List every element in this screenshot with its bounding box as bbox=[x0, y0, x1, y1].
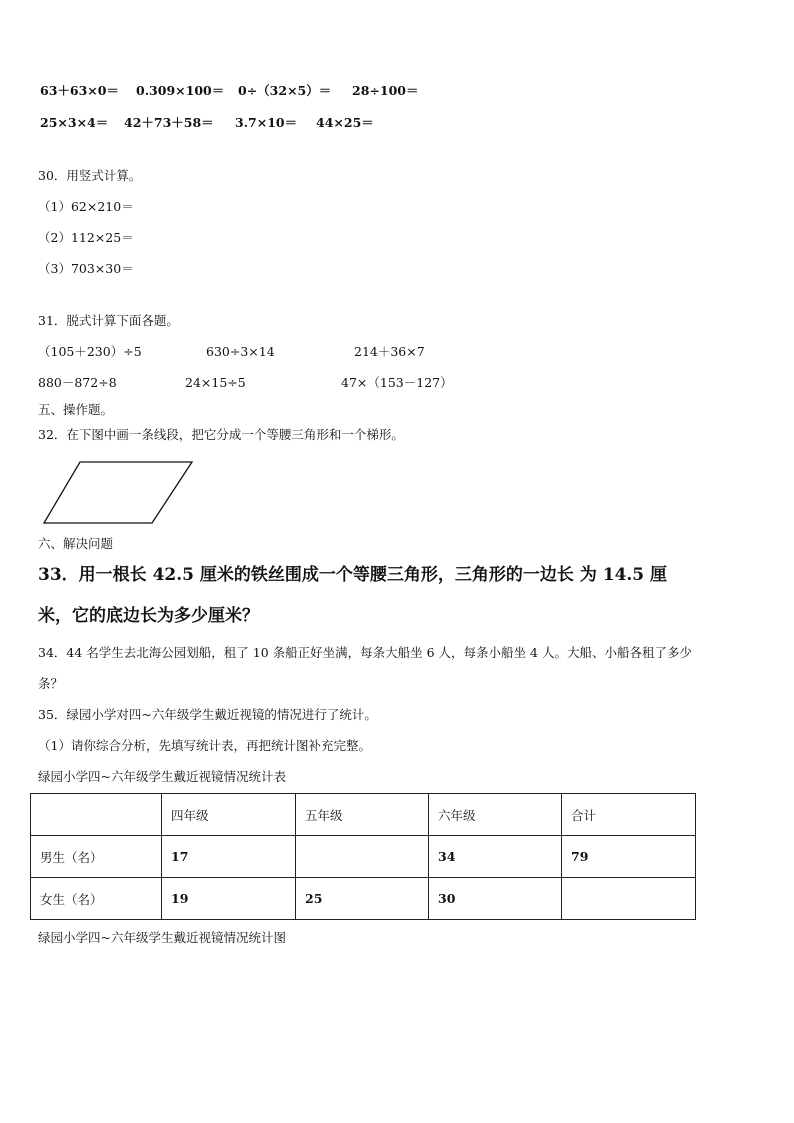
q31-expr-6: 47×（153－127） bbox=[341, 375, 453, 390]
q33-line-2: 米，它的底边长为多少厘米？ bbox=[38, 606, 259, 626]
oral-calc-3: 0÷（32×5）＝ bbox=[238, 83, 332, 98]
oral-calc-6: 42＋73＋58＝ bbox=[124, 115, 214, 130]
q31-title: 31．脱式计算下面各题。 bbox=[38, 313, 179, 328]
q30-item-1: （1）62×210＝ bbox=[38, 199, 134, 214]
table-cell: 25 bbox=[296, 878, 429, 920]
table-row bbox=[31, 878, 696, 920]
table-cell-blank[interactable] bbox=[296, 836, 429, 878]
table-header-cell: 合计 bbox=[562, 794, 696, 836]
q31-expr-5: 24×15÷5 bbox=[185, 375, 246, 390]
table-row bbox=[31, 836, 696, 878]
q30-title: 30．用竖式计算。 bbox=[38, 168, 142, 183]
table-cell: 17 bbox=[162, 836, 296, 878]
table-header-cell: 五年级 bbox=[296, 794, 429, 836]
table-cell: 34 bbox=[429, 836, 562, 878]
q33-line-1: 33．用一根长 42.5 厘米的铁丝围成一个等腰三角形，三角形的一边长 为 14.5 厘 bbox=[38, 565, 668, 585]
oral-calc-5: 25×3×4＝ bbox=[40, 115, 109, 130]
table-cell: 19 bbox=[162, 878, 296, 920]
q32-text: 32．在下图中画一条线段，把它分成一个等腰三角形和一个梯形。 bbox=[38, 427, 404, 442]
oral-calc-1: 63＋63×0＝ bbox=[40, 83, 119, 98]
q30-item-3: （3）703×30＝ bbox=[38, 261, 134, 276]
q31-expr-1: （105＋230）÷5 bbox=[38, 344, 142, 359]
section-5-heading: 五、操作题。 bbox=[38, 402, 114, 417]
section-6-heading: 六、解决问题 bbox=[38, 536, 114, 551]
oral-calc-8: 44×25＝ bbox=[316, 115, 374, 130]
chart-caption: 绿园小学四~六年级学生戴近视镜情况统计图 bbox=[38, 930, 286, 945]
q35-sub-1: （1）请你综合分析，先填写统计表，再把统计图补充完整。 bbox=[38, 738, 371, 753]
q34-line-2: 条？ bbox=[38, 676, 64, 691]
table-row-label: 女生（名） bbox=[31, 878, 162, 920]
q31-expr-3: 214＋36×7 bbox=[354, 344, 425, 359]
table-cell-blank[interactable] bbox=[562, 878, 696, 920]
table-header-cell bbox=[31, 794, 162, 836]
table-caption: 绿园小学四~六年级学生戴近视镜情况统计表 bbox=[38, 769, 286, 784]
q31-expr-2: 630÷3×14 bbox=[206, 344, 275, 359]
table-cell: 79 bbox=[562, 836, 696, 878]
q30-item-2: （2）112×25＝ bbox=[38, 230, 134, 245]
q35-title: 35．绿园小学对四~六年级学生戴近视镜的情况进行了统计。 bbox=[38, 707, 377, 722]
parallelogram-figure bbox=[40, 456, 198, 528]
table-header-cell: 四年级 bbox=[162, 794, 296, 836]
q34-line-1: 34．44 名学生去北海公园划船，租了 10 条船正好坐满，每条大船坐 6 人，每条小船坐 4 人。大船、小船各租了多少 bbox=[38, 645, 692, 660]
statistics-table bbox=[30, 793, 696, 920]
table-header-row bbox=[31, 794, 696, 836]
table-header-cell: 六年级 bbox=[429, 794, 562, 836]
q31-expr-4: 880－872÷8 bbox=[38, 375, 117, 390]
table-cell: 30 bbox=[429, 878, 562, 920]
table-row-label: 男生（名） bbox=[31, 836, 162, 878]
oral-calc-4: 28÷100＝ bbox=[352, 83, 419, 98]
oral-calc-2: 0.309×100＝ bbox=[136, 83, 225, 98]
oral-calc-7: 3.7×10＝ bbox=[235, 115, 298, 130]
